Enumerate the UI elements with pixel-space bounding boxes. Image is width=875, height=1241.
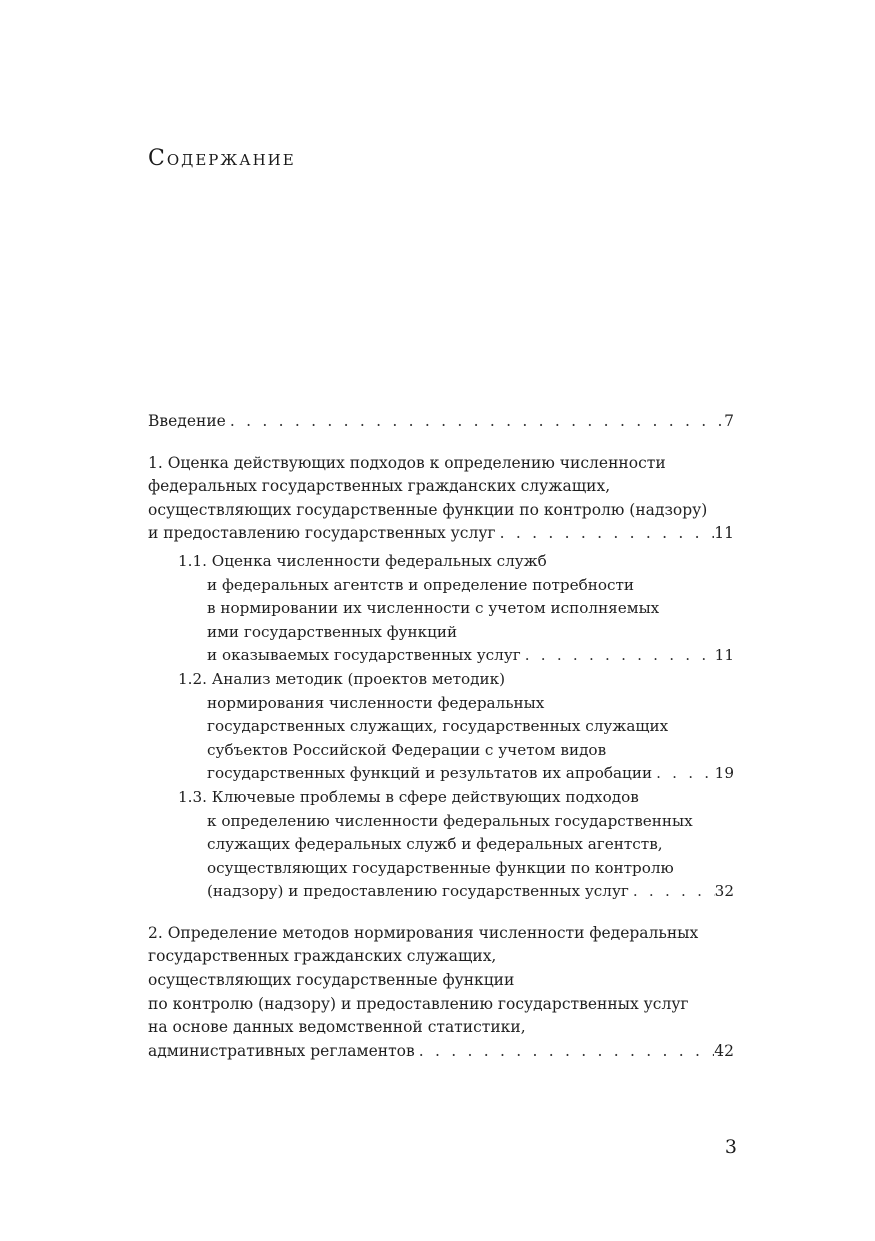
dot-leader [629, 880, 715, 904]
toc-line: ими государственных функций [207, 622, 458, 641]
toc-last-line [148, 522, 734, 546]
toc-last-line [178, 762, 734, 786]
toc-entry-text: административных регламентов [148, 1041, 415, 1060]
toc-last-line [178, 644, 734, 668]
toc-line: осуществляющих государственные функции по контролю [207, 858, 674, 877]
toc-entry-section-1[interactable] [148, 452, 734, 904]
toc-page-number: 42 [714, 1041, 734, 1060]
toc-line: служащих федеральных служб и федеральных агентств, [207, 835, 663, 854]
page-number: 3 [724, 1136, 737, 1158]
toc-line: по контролю (надзору) и предоставлению государственных услуг [148, 994, 689, 1013]
toc-line: и федеральных агентств и определение потребности [207, 575, 635, 594]
toc-page-number: 11 [714, 646, 734, 665]
toc-entry-subsection-1-1[interactable] [178, 550, 734, 668]
toc-line: на основе данных ведомственной статистики, [148, 1018, 526, 1037]
toc-line: государственных гражданских служащих, [148, 947, 497, 966]
toc-page-number: 32 [714, 882, 734, 901]
toc-entry-section-2[interactable] [148, 922, 734, 1064]
toc-line: к определению численности федеральных государственных [207, 811, 693, 830]
toc-last-line [148, 1040, 734, 1064]
toc-line: 1.3. Ключевые проблемы в сфере действующих подходов [178, 787, 639, 806]
toc-line: государственных служащих, государственных служащих [207, 717, 669, 736]
toc-entry-text: (надзору) и предоставлению государственных услуг [207, 882, 629, 901]
toc-line: федеральных государственных гражданских служащих, [148, 477, 611, 496]
toc-entry-text: Введение [148, 412, 226, 430]
dot-leader [496, 522, 715, 546]
dot-leader [521, 644, 715, 668]
toc-entry-subsection-1-2[interactable] [178, 668, 734, 786]
toc-line: нормирования численности федеральных [207, 693, 545, 712]
toc-last-line [178, 880, 734, 904]
toc-line: 1.1. Оценка численности федеральных служб [178, 551, 547, 570]
toc-line: 1. Оценка действующих подходов к определению численности [148, 453, 666, 472]
toc-line: 1.2. Анализ методик (проектов методик) [178, 669, 506, 688]
toc-page-number: 11 [714, 524, 734, 543]
toc-page-number: 7 [724, 412, 734, 430]
toc-line: 2. Определение методов нормирования численности федеральных [148, 923, 699, 942]
dot-leader [652, 762, 715, 786]
toc-line: осуществляющих государственные функции по контролю (надзору) [148, 500, 708, 519]
page-title: Содержание [148, 146, 296, 171]
toc-entry-text: и оказываемых государственных услуг [207, 646, 521, 665]
toc-entry-intro[interactable] [148, 410, 734, 434]
dot-leader [226, 410, 724, 434]
toc-entry-text: государственных функций и результатов их апробации [207, 764, 653, 783]
toc-line: в нормировании их численности с учетом исполняемых [207, 599, 660, 618]
toc-subsections [178, 550, 734, 904]
toc-line: субъектов Российской Федерации с учетом видов [207, 740, 607, 759]
dot-leader [415, 1040, 715, 1064]
toc-entry-text: и предоставлению государственных услуг [148, 524, 496, 543]
toc-page-number: 19 [714, 764, 734, 783]
toc-line: осуществляющих государственные функции [148, 971, 515, 990]
table-of-contents [148, 410, 734, 1063]
toc-entry-subsection-1-3[interactable] [178, 786, 734, 904]
